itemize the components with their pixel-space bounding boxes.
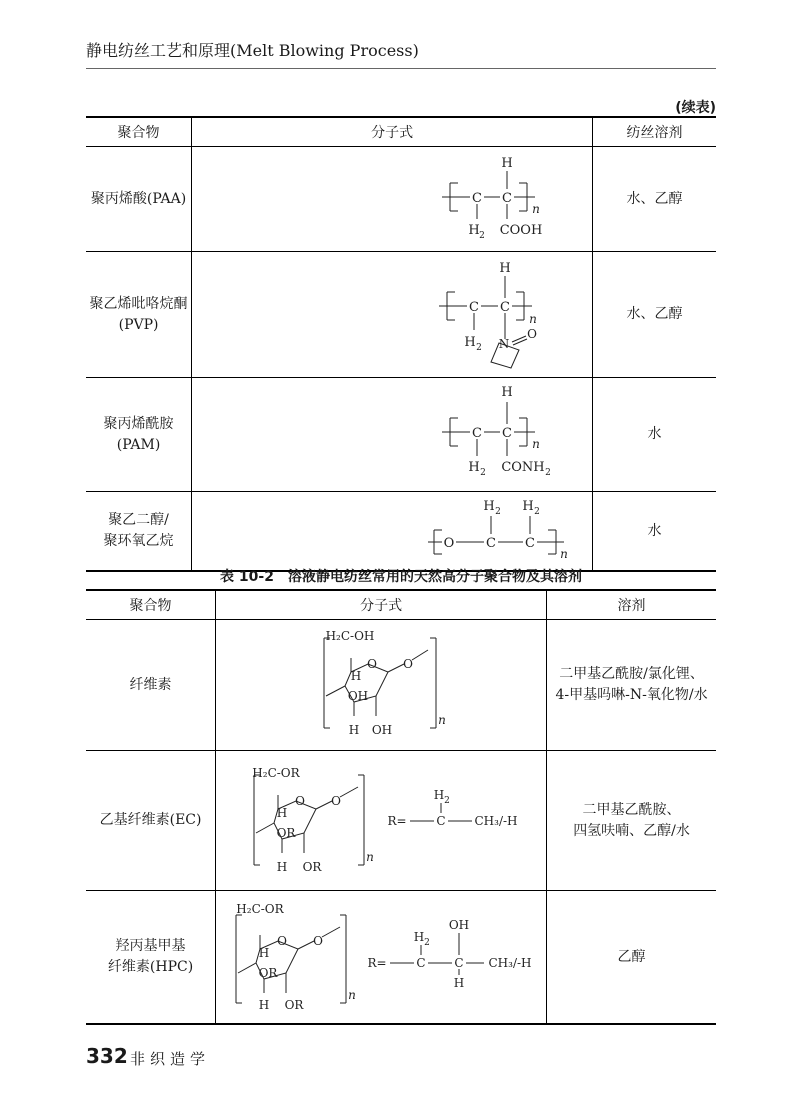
polymer-name: 聚丙烯酰胺 (PAM)	[86, 378, 192, 492]
svg-text:2: 2	[495, 507, 501, 517]
solvent: 二甲基乙酰胺/氯化锂、 4-甲基吗啉-N-氧化物/水	[547, 620, 716, 751]
svg-text:n: n	[560, 547, 568, 561]
polymer-name: 纤维素	[86, 620, 216, 751]
svg-text:n: n	[438, 713, 446, 727]
column-header-formula: 分子式	[216, 590, 547, 620]
svg-text:C: C	[472, 426, 483, 441]
paa-structure	[192, 147, 592, 247]
svg-text:2: 2	[479, 231, 485, 241]
cellulose-structure	[216, 620, 546, 746]
molecular-formula	[216, 891, 547, 1025]
svg-text:2: 2	[480, 468, 486, 478]
ethyl-cellulose-structure	[216, 751, 546, 886]
svg-text:H: H	[258, 998, 270, 1012]
svg-text:H: H	[501, 156, 513, 171]
table-caption: 表 10-2 溶液静电纺丝常用的天然高分子聚合物及其溶剂	[220, 569, 582, 585]
svg-text:N: N	[498, 337, 510, 351]
svg-text:H: H	[468, 223, 480, 238]
svg-text:O: O	[313, 934, 324, 948]
svg-text:H: H	[276, 860, 288, 874]
table-row	[86, 751, 716, 891]
natural-polymer-table	[86, 589, 716, 1025]
table-row	[86, 620, 716, 751]
solvent: 水	[593, 492, 716, 572]
svg-text:H: H	[468, 460, 480, 475]
svg-text:O: O	[403, 657, 414, 671]
svg-text:O: O	[295, 794, 306, 808]
table-row	[86, 492, 716, 572]
svg-text:COOH: COOH	[499, 223, 543, 238]
svg-text:H: H	[483, 499, 495, 514]
column-header-polymer: 聚合物	[86, 590, 216, 620]
column-header-polymer: 聚合物	[86, 117, 192, 147]
svg-text:H: H	[348, 723, 360, 737]
svg-text:O: O	[527, 327, 538, 341]
svg-text:OR: OR	[276, 826, 296, 840]
svg-text:H: H	[453, 976, 465, 990]
book-title: 非织造学	[130, 1050, 211, 1068]
svg-text:OH: OH	[448, 918, 470, 932]
svg-text:C: C	[469, 300, 480, 315]
molecular-formula	[192, 252, 593, 378]
molecular-formula	[192, 492, 593, 572]
continuation-label: (续表)	[675, 100, 716, 116]
svg-text:C: C	[416, 956, 426, 970]
polymer-name: 聚丙烯酸(PAA)	[86, 147, 192, 252]
svg-text:2: 2	[476, 343, 482, 353]
hpc-structure	[216, 891, 546, 1019]
svg-text:H: H	[464, 335, 476, 350]
svg-text:CONH: CONH	[501, 460, 545, 475]
svg-text:O: O	[443, 536, 455, 551]
svg-text:OR: OR	[302, 860, 322, 874]
svg-text:H: H	[276, 806, 288, 820]
solvent: 水	[593, 378, 716, 492]
svg-text:H₂C-OR: H₂C-OR	[236, 902, 284, 916]
svg-text:OH: OH	[347, 689, 369, 703]
svg-text:C: C	[502, 191, 513, 206]
svg-text:C: C	[502, 426, 513, 441]
solvent: 乙醇	[547, 891, 716, 1025]
running-header: 静电纺丝工艺和原理(Melt Blowing Process)	[86, 41, 419, 60]
svg-text:2: 2	[534, 507, 540, 517]
svg-text:C: C	[454, 956, 464, 970]
svg-text:H: H	[433, 788, 445, 802]
svg-text:OH: OH	[371, 723, 393, 737]
molecular-formula	[192, 378, 593, 492]
svg-text:n: n	[366, 850, 374, 864]
svg-text:C: C	[500, 300, 511, 315]
svg-text:n: n	[532, 437, 540, 451]
svg-text:R=: R=	[367, 956, 387, 970]
svg-text:C: C	[486, 536, 497, 551]
solvent: 二甲基乙酰胺、 四氢呋喃、乙醇/水	[547, 751, 716, 891]
svg-text:H: H	[350, 669, 362, 683]
molecular-formula	[192, 147, 593, 252]
synthetic-polymer-table	[86, 116, 716, 572]
table-row	[86, 378, 716, 492]
svg-text:n: n	[532, 202, 540, 216]
solvent: 水、乙醇	[593, 147, 716, 252]
svg-text:H: H	[522, 499, 534, 514]
polymer-name: 羟丙基甲基 纤维素(HPC)	[107, 938, 194, 975]
svg-text:R=: R=	[387, 814, 407, 828]
svg-text:2: 2	[424, 938, 430, 948]
svg-text:C: C	[436, 814, 446, 828]
molecular-formula	[216, 620, 547, 751]
svg-text:C: C	[472, 191, 483, 206]
svg-text:O: O	[331, 794, 342, 808]
svg-text:n: n	[348, 988, 356, 1002]
svg-text:OR: OR	[284, 998, 304, 1012]
molecular-formula	[216, 751, 547, 891]
svg-text:O: O	[277, 934, 288, 948]
table-row	[86, 147, 716, 252]
svg-text:2: 2	[444, 796, 450, 806]
svg-text:CH₃/-H: CH₃/-H	[488, 956, 532, 970]
svg-text:O: O	[367, 657, 378, 671]
column-header-solvent: 溶剂	[547, 590, 716, 620]
page-number: 332	[86, 1044, 128, 1068]
svg-text:2: 2	[545, 468, 551, 478]
peg-structure	[192, 492, 592, 566]
table-row	[86, 252, 716, 378]
svg-text:n: n	[529, 312, 537, 326]
table-row	[86, 891, 716, 1025]
svg-text:CH₃/-H: CH₃/-H	[474, 814, 518, 828]
column-header-solvent: 纺丝溶剂	[593, 117, 716, 147]
svg-text:C: C	[525, 536, 536, 551]
svg-text:H: H	[499, 261, 511, 276]
svg-text:H₂C-OR: H₂C-OR	[252, 766, 300, 780]
column-header-formula: 分子式	[192, 117, 593, 147]
svg-text:H: H	[258, 946, 270, 960]
pvp-structure	[192, 252, 592, 373]
solvent: 水、乙醇	[593, 252, 716, 378]
polymer-name: 聚乙二醇/ 聚环氧乙烷	[103, 512, 174, 549]
svg-text:H: H	[413, 930, 425, 944]
svg-text:OR: OR	[258, 966, 278, 980]
svg-text:H₂C-OH: H₂C-OH	[325, 629, 375, 643]
polymer-name: 乙基纤维素(EC)	[86, 751, 216, 891]
header-rule	[86, 68, 716, 69]
svg-text:H: H	[501, 385, 513, 400]
pam-structure	[192, 378, 592, 487]
polymer-name: 聚乙烯吡咯烷酮 (PVP)	[86, 252, 192, 378]
